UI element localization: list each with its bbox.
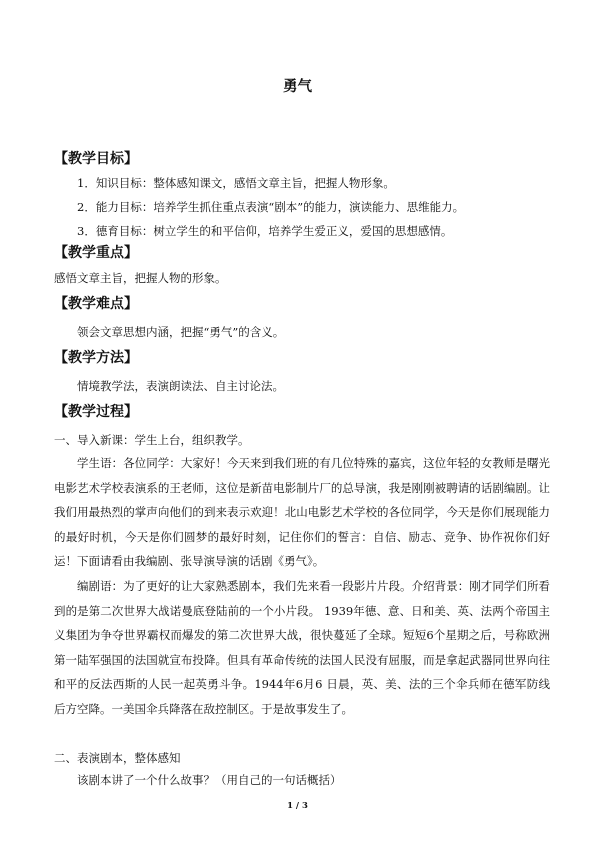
- process-question: 该剧本讲了一个什么故事？（用自己的一句话概括）: [77, 773, 342, 787]
- heading-difficulties: 【教学难点】: [54, 296, 138, 312]
- heading-key-points: 【教学重点】: [54, 245, 138, 261]
- methods-text: 情境教学法，表演朗读法、自主讨论法。: [77, 379, 284, 393]
- key-points-text: 感悟文章主旨，把握人物的形象。: [54, 271, 227, 285]
- process-step-perform: 二、表演剧本，整体感知: [54, 751, 181, 765]
- goal-item-moral: 3．德育目标：树立学生的和平信仰，培养学生爱正义，爱国的思想感情。: [77, 224, 453, 238]
- page-title: 勇气: [283, 78, 312, 95]
- screenwriter-speech-paragraph: 编剧语：为了更好的让大家熟悉剧本，我们先来看一段影片片段。介绍背景：刚才同学们所看到的是第二次世界大战诺曼底登陆前的一个小片段。 1939年德、意、日和美、英、法两个帝国主义集团为争夺世界霸权而爆发的第二次世界大战，很快蔓延了全球。短短6个星期之后，号称欧洲第一陆军强国的法国就宣布投降。但具有革命传统的法国人民没有屈服，而是拿起武器同世界向往和平的反法西斯的人民一起英勇斗争。1944年6月6 日晨，英、美、法的三个伞兵师在德军防线后方空降。一美国伞兵降落在敌控制区。于是故事发生了。: [54, 579, 550, 716]
- process-step-intro: 一、导入新课：学生上台，组织教学。: [54, 433, 250, 447]
- heading-teaching-goals: 【教学目标】: [54, 151, 138, 167]
- heading-methods: 【教学方法】: [54, 350, 138, 366]
- goal-item-knowledge: 1．知识目标：整体感知课文，感悟文章主旨，把握人物形象。: [77, 176, 395, 190]
- difficulties-text: 领会文章思想内涵，把握“勇气”的含义。: [77, 325, 285, 339]
- heading-process: 【教学过程】: [54, 404, 138, 420]
- student-speech-paragraph: 学生语：各位同学：大家好！今天来到我们班的有几位特殊的嘉宾，这位年轻的女教师是曙光电影艺术学校表演系的王老师，这位是新苗电影制片厂的总导演，我是刚刚被聘请的话剧编剧。让我们用最热烈的掌声向他们的到来表示欢迎！北山电影艺术学校的各位同学，今天是你们展现能力的最好时机，今天是你们圆梦的最好时刻，记住你们的誓言：自信、励志、竞争、协作祝你们好运！下面请看由我编剧、张导演导演的话剧《勇气》。: [54, 456, 550, 569]
- page-number: 1 / 3: [287, 801, 308, 811]
- goal-item-ability: 2．能力目标：培养学生抓住重点表演“剧本”的能力，演读能力、思维能力。: [77, 200, 465, 214]
